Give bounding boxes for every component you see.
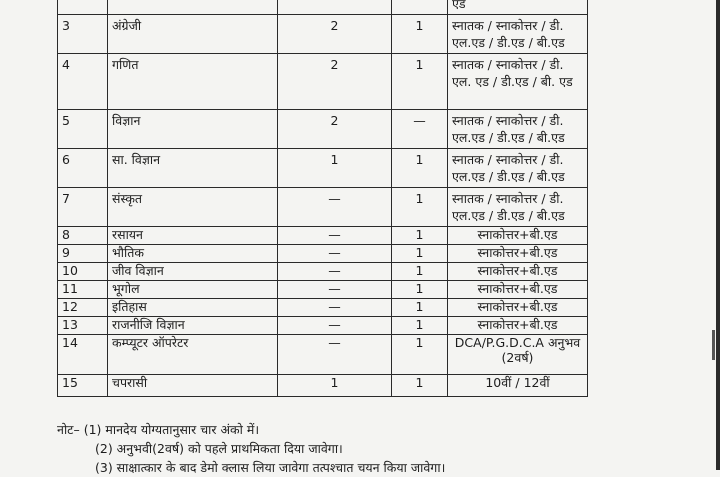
count-cell: 1 (278, 149, 392, 188)
count-cell: — (278, 335, 392, 375)
table-row (58, 0, 588, 15)
count-cell: — (278, 317, 392, 335)
table-row (58, 375, 588, 397)
note-item: (2) अनुभवी(2वर्ष) को पहले प्राथमिकता दिया जावेगा। (95, 441, 343, 456)
note-item: (1) मानदेय योग्यतानुसार चार अंको में। (83, 422, 260, 437)
count-cell: 2 (278, 15, 392, 54)
count-cell: 1 (392, 227, 448, 245)
count-cell: — (278, 245, 392, 263)
subject-cell: सा. विज्ञान (108, 149, 278, 188)
note-line (57, 458, 445, 477)
table-row (58, 245, 588, 263)
subject-cell (108, 0, 278, 15)
count-cell: 1 (278, 375, 392, 397)
table-row (58, 317, 588, 335)
note-prefix: नोट– (57, 422, 80, 437)
table-row (58, 281, 588, 299)
table-row (58, 188, 588, 227)
count-cell: — (392, 110, 448, 149)
count-cell: 1 (392, 15, 448, 54)
row-number: 9 (58, 245, 108, 263)
count-cell (392, 0, 448, 15)
subject-cell: भौतिक (108, 245, 278, 263)
subject-cell: राजनीजि विज्ञान (108, 317, 278, 335)
subject-cell: कम्प्यूटर ऑपरेटर (108, 335, 278, 375)
qualification-cell: DCA/P.G.D.C.A अनुभव (2वर्ष) (448, 335, 588, 375)
qualification-cell: स्नातक / स्नाकोत्तर / डी. एल.एड / डी.एड / बी.एड (448, 188, 588, 227)
row-number: 13 (58, 317, 108, 335)
count-cell: — (278, 281, 392, 299)
count-cell: 1 (392, 188, 448, 227)
count-cell: 1 (392, 245, 448, 263)
row-number: 10 (58, 263, 108, 281)
vacancy-table (57, 0, 588, 397)
table-row (58, 149, 588, 188)
note-line (57, 420, 445, 439)
subject-cell: अंग्रेजी (108, 15, 278, 54)
subject-cell: गणित (108, 54, 278, 110)
count-cell: — (278, 299, 392, 317)
row-number: 8 (58, 227, 108, 245)
count-cell: 1 (392, 335, 448, 375)
note-item: (3) साक्षात्कार के बाद डेमो क्लास लिया जावेगा तत्पश्चात चयन किया जावेगा। (95, 460, 446, 475)
qualification-cell: स्नाकोत्तर+बी.एड (448, 227, 588, 245)
row-number: 7 (58, 188, 108, 227)
row-number: 3 (58, 15, 108, 54)
row-number: 11 (58, 281, 108, 299)
count-cell: 1 (392, 263, 448, 281)
subject-cell: रसायन (108, 227, 278, 245)
table-row (58, 110, 588, 149)
row-number: 12 (58, 299, 108, 317)
qualification-cell: स्नाकोत्तर+बी.एड (448, 263, 588, 281)
count-cell: 1 (392, 149, 448, 188)
subject-cell: जीव विज्ञान (108, 263, 278, 281)
notes-section (57, 420, 445, 477)
table-row (58, 15, 588, 54)
count-cell (278, 0, 392, 15)
count-cell: 1 (392, 54, 448, 110)
subject-cell: संस्कृत (108, 188, 278, 227)
count-cell: 2 (278, 54, 392, 110)
count-cell: — (278, 188, 392, 227)
row-number: 4 (58, 54, 108, 110)
subject-cell: इतिहास (108, 299, 278, 317)
count-cell: 1 (392, 281, 448, 299)
count-cell: — (278, 263, 392, 281)
row-number (58, 0, 108, 15)
table-row (58, 54, 588, 110)
qualification-cell: स्नातक / स्नाकोत्तर / डी. एल. एड / डी.एड / बी. एड (448, 54, 588, 110)
table-row (58, 227, 588, 245)
count-cell: 1 (392, 375, 448, 397)
row-number: 15 (58, 375, 108, 397)
qualification-cell: स्नातक / स्नाकोत्तर / डी. एल.एड / डी.एड / बी.एड (448, 15, 588, 54)
qualification-cell: स्नाकोत्तर+बी.एड (448, 299, 588, 317)
row-number: 6 (58, 149, 108, 188)
page-edge-shadow (716, 0, 720, 470)
qualification-cell: स्नाकोत्तर+बी.एड (448, 245, 588, 263)
table-row (58, 335, 588, 375)
subject-cell: भूगोल (108, 281, 278, 299)
count-cell: — (278, 227, 392, 245)
row-number: 5 (58, 110, 108, 149)
subject-cell: चपरासी (108, 375, 278, 397)
qualification-cell: स्नाकोत्तर+बी.एड (448, 317, 588, 335)
count-cell: 2 (278, 110, 392, 149)
qualification-cell: स्नाकोत्तर+बी.एड (448, 281, 588, 299)
note-line (57, 439, 445, 458)
qualification-cell: स्नातक / स्नाकोत्तर / डी. एल.एड / डी.एड / बी.एड (448, 110, 588, 149)
table-row (58, 299, 588, 317)
page-edge-mark (712, 330, 715, 360)
table-row (58, 263, 588, 281)
count-cell: 1 (392, 299, 448, 317)
qualification-cell: 10वीं / 12वीं (448, 375, 588, 397)
subject-cell: विज्ञान (108, 110, 278, 149)
qualification-cell: स्नातक / स्नाकोत्तर / डी. एल.एड / डी.एड / बी.एड (448, 149, 588, 188)
row-number: 14 (58, 335, 108, 375)
count-cell: 1 (392, 317, 448, 335)
qualification-cell: एड (448, 0, 588, 15)
